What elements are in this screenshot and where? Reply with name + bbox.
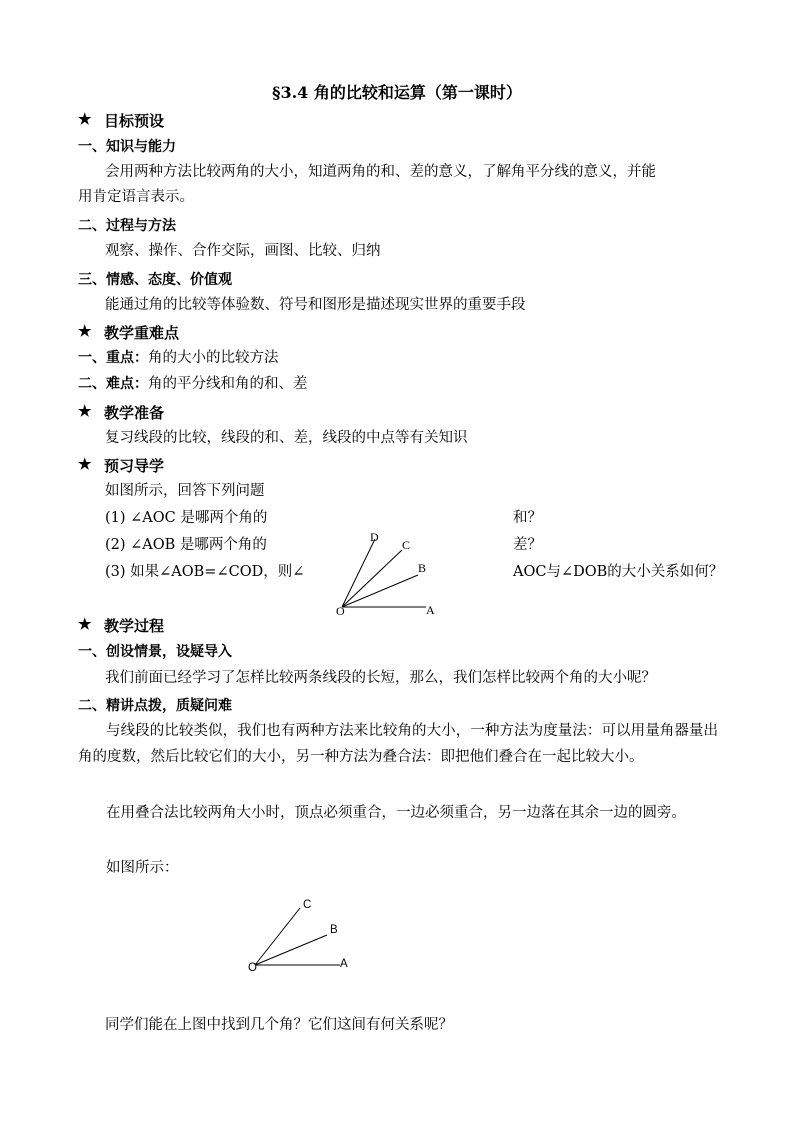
fig1-label-d: D [370,530,379,544]
keypoints-k1-text: 角的大小的比较方法 [148,350,279,366]
preview-star-icon: ★ [78,455,92,473]
preview-q1-left: (1) ∠AOC 是哪两个角的 [105,510,268,526]
goals-s2-text: 观察、操作、合作交际，画图、比较、归纳 [105,243,381,259]
keypoints-k1-label: 一、重点： [78,350,148,366]
process-p2-text1: 与线段的比较类似，我们也有两种方法来比较角的大小，一种方法为度量法：可以用量角器量出角的度数，然后比较它们的大小，另一种方法为叠合法：即把他们叠合在一起比较大小。 [78,723,718,765]
goals-heading: 目标预设 [104,112,165,130]
page-title: §3.4 角的比较和运算（第一课时） [272,83,522,102]
prep-text: 复习线段的比较，线段的和、差，线段的中点等有关知识 [105,430,468,446]
goals-s1-text-line2: 用肯定语言表示。 [78,189,194,205]
preview-heading: 预习导学 [104,457,165,475]
goals-s1-title: 一、知识与能力 [78,139,176,155]
process-p2-text2: 在用叠合法比较两角大小时，顶点必须重合，一边必须重合，另一边落在其余一边的圆旁。 [106,805,686,821]
preview-q1-right: 和？ [513,510,542,526]
keypoints-star-icon: ★ [78,322,92,340]
process-p2-title: 二、精讲点拨，质疑问难 [78,698,232,714]
ray-ob [342,575,418,607]
ray-oc [342,550,402,607]
preview-q2-left: (2) ∠AOB 是哪两个角的 [105,537,267,553]
prep-star-icon: ★ [78,402,92,420]
process-p2-text3: 如图所示： [106,860,179,876]
fig1-label-o: O [336,604,345,618]
process-heading: 教学过程 [104,617,165,635]
process-star-icon: ★ [78,615,92,633]
fig1-label-b: B [418,561,427,575]
goals-s2-title: 二、过程与方法 [78,218,176,234]
fig1-label-c: C [402,538,411,552]
keypoints-k2-label: 二、难点： [78,376,148,392]
fig1-label-a: A [426,603,435,617]
fig2-label-o: O [248,962,257,974]
prep-heading: 教学准备 [104,404,165,422]
preview-q3-left: (3) 如果∠AOB=∠COD，则∠ [105,564,305,580]
process-p1-text: 我们前面已经学习了怎样比较两条线段的长短，那么，我们怎样比较两个角的大小呢？ [105,670,656,686]
process-question: 同学们能在上图中找到几个角？它们这间有何关系呢？ [105,1017,453,1033]
keypoints-heading: 教学重难点 [104,324,180,342]
fig2-label-c: C [303,899,312,911]
keypoints-item-1 [78,345,279,371]
fig2-label-b: B [330,924,338,936]
angle-figure-2 [245,895,355,975]
keypoints-item-2 [78,371,308,397]
preview-q2-right: 差？ [513,537,542,553]
keypoints-k2-text: 角的平分线和角的和、差 [148,376,308,392]
goals-s1-text-line1: 会用两种方法比较两角的大小，知道两角的和、差的意义，了解角平分线的意义，并能 [105,164,656,180]
ray-od [342,539,375,607]
ray-ob-2 [255,935,327,965]
goals-s3-text: 能通过角的比较等体验数、符号和图形是描述现实世界的重要手段 [105,297,526,313]
goals-star-icon: ★ [78,110,92,128]
process-p1-title: 一、创设情景，设疑导入 [78,644,232,660]
ray-oc-2 [255,908,300,965]
preview-q3-right: AOC与∠DOB的大小关系如何？ [513,564,724,580]
preview-intro: 如图所示，回答下列问题 [105,483,265,499]
fig2-label-a: A [340,958,348,970]
goals-s3-title: 三、情感、态度、价值观 [78,272,232,288]
